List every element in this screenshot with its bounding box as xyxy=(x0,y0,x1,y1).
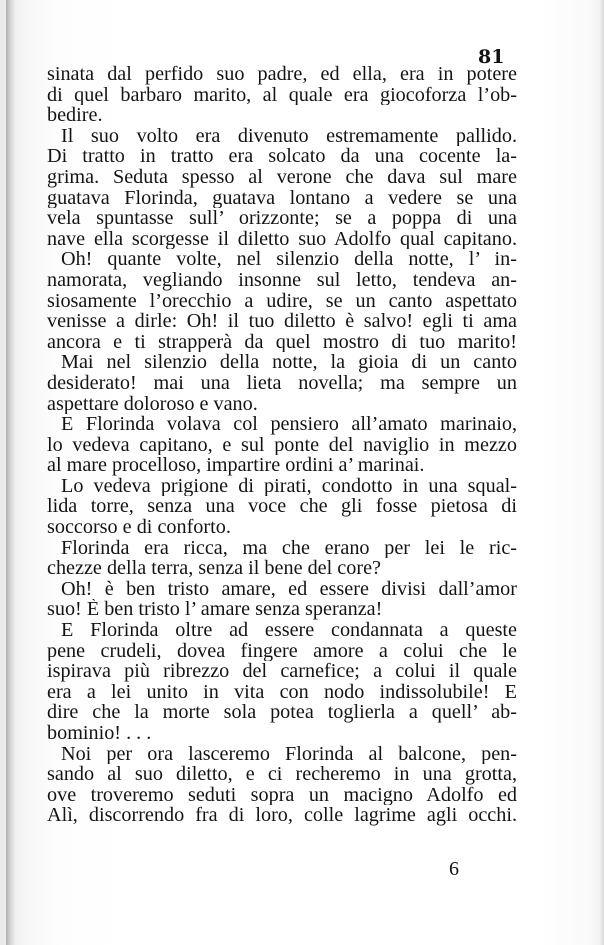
text-line: ispirava più ribrezzo del carnefice; a colui il quale xyxy=(47,661,517,682)
body-text xyxy=(47,64,517,826)
text-line: venisse a dirle: Oh! il tuo diletto è salvo! egli ti ama xyxy=(47,311,517,332)
text-line: pene crudeli, dovea fingere amore a colui che le xyxy=(47,640,517,662)
text-line: Noi per ora lasceremo Florinda al balcone, pen- xyxy=(61,743,517,765)
text-line: sando al suo diletto, e ci recheremo in una grotta, xyxy=(47,764,517,785)
text-line: era a lei unito in vita con nodo indissolubile! E xyxy=(47,681,517,703)
text-line: dire che la morte sola potea toglierla a quell’ ab- xyxy=(47,702,517,723)
text-line: di quel barbaro marito, al quale era giocoforza l’ob- xyxy=(47,84,517,106)
text-line: lo vedeva capitano, e sul ponte del naviglio in mezzo xyxy=(47,434,517,456)
text-line: bedire. xyxy=(47,105,103,126)
text-line: siosamente l’orecchio a udire, se un canto aspettato xyxy=(47,290,517,312)
text-line: lida torre, senza una voce che gli fosse pietosa di xyxy=(47,496,517,518)
text-line: grima. Seduta spesso al verone che dava sul mare xyxy=(47,166,517,188)
text-line: Di tratto in tratto era solcato da una cocente la- xyxy=(47,146,517,167)
signature-mark: 6 xyxy=(449,858,459,880)
text-line: Oh! è ben tristo amare, ed essere divisi dall’amor xyxy=(61,578,517,600)
text-line: namorata, vegliando insonne sul letto, tendeva an- xyxy=(47,269,517,291)
page-edge xyxy=(600,0,604,945)
text-line: nave ella scorgesse il diletto suo Adolfo qual capitano. xyxy=(47,228,517,250)
text-line: Mai nel silenzio della notte, la gioia di un canto xyxy=(61,352,517,373)
binding-edge xyxy=(6,0,15,945)
text-line: al mare procelloso, impartire ordini a’ marinai. xyxy=(47,455,425,476)
text-line: Oh! quante volte, nel silenzio della notte, l’ in- xyxy=(61,249,517,270)
text-line: aspettare doloroso e vano. xyxy=(47,393,258,415)
text-line: soccorso e di conforto. xyxy=(47,517,231,538)
text-line: suo! È ben tristo l’ amare senza speranza! xyxy=(47,599,383,621)
text-line: sinata dal perfido suo padre, ed ella, era in potere xyxy=(47,64,517,85)
text-line: chezze della terra, senza il bene del core? xyxy=(47,558,381,579)
text-line: guatava Florinda, guatava lontano a vedere se una xyxy=(47,187,517,209)
text-line: ove troveremo seduti sopra un macigno Adolfo ed xyxy=(47,784,517,806)
text-line: desiderato! mai una lieta novella; ma sempre un xyxy=(47,372,517,394)
text-line: vela spuntasse sull’ orizzonte; se a poppa di una xyxy=(47,208,517,229)
text-line: Il suo volto era divenuto estremamente pallido. xyxy=(61,125,517,147)
text-line: Alì, discorrendo fra di loro, colle lagrime agli occhi. xyxy=(47,805,517,826)
page-number: 81 xyxy=(478,46,505,68)
text-line: E Florinda oltre ad essere condannata a queste xyxy=(61,620,517,641)
text-line: E Florinda volava col pensiero all’amato marinaio, xyxy=(61,414,517,435)
text-line: ancora e ti strapperà da quel mostro di tuo marito! xyxy=(47,331,517,353)
text-line: Lo vedeva prigione di pirati, condotto in una squal- xyxy=(61,475,517,497)
text-line: bominio! . . . xyxy=(47,723,152,744)
text-line: Florinda era ricca, ma che erano per lei le ric- xyxy=(61,537,517,559)
